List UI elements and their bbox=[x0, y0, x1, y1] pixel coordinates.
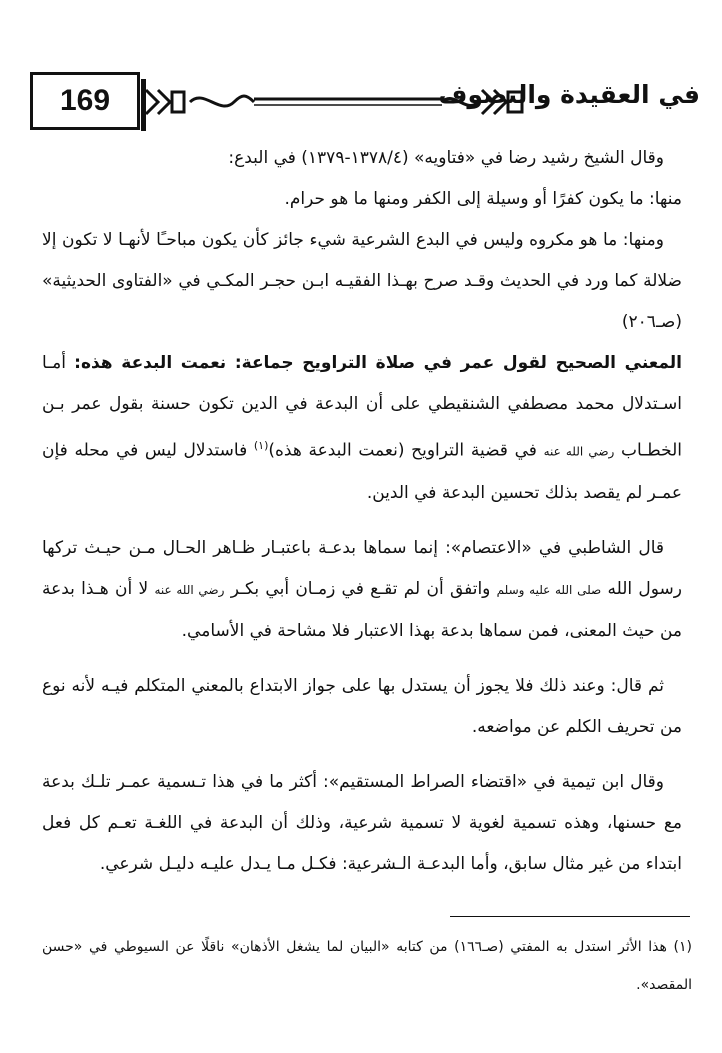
paragraph-kufr: منها: ما يكون كفرًا أو وسيلة إلى الكفر ومنها ما هو حرام. bbox=[284, 189, 682, 209]
paragraph-shatibi bbox=[42, 528, 682, 652]
paragraph-rashid-rida: وقال الشيخ رشيد رضا في «فتاويه» (١٣٧٨/٤-١٣٧٩) في البدع: bbox=[228, 148, 664, 168]
page-header bbox=[30, 72, 700, 134]
section-heading: المعني الصحيح لقول عمر في صلاة التراويح جماعة: نعمت البدعة هذه: bbox=[74, 353, 682, 373]
paragraph-thumma-qal: ثم قال: وعند ذلك فلا يجوز أن يستدل بها على جواز الابتداع بالمعني المتكلم فيـه لأنه نوع من تحريف الكلم عن مواضعه. bbox=[42, 675, 682, 737]
page-number: 169 bbox=[59, 84, 111, 117]
text-span: واتفق أن لم تقـع في زمـان أبي بكـر bbox=[230, 578, 491, 599]
text-span: فاستدلال ليس في محله فإن عمـر لم يقصد بذلك تحسين البدعة في الدين. bbox=[42, 440, 682, 503]
paragraph-umar-meaning bbox=[42, 343, 682, 514]
text-span: في قضية التراويح (نعمت البدعة هذه) bbox=[268, 440, 537, 461]
honorific-glyph: صلى الله عليه وسلم bbox=[496, 582, 602, 597]
main-text bbox=[42, 138, 682, 899]
paragraph-ibn-taymiyya: وقال ابن تيمية في «اقتضاء الصراط المستقيم»: أكثر ما في هذا تـسمية عمـر تلـك بدعة مع حسنها، وهذه تسمية لغوية لا تسمية شرعية، وذلك أن البدعة في اللغـة تعـم كل فعل ابتداء من غير مثال سابق، وأما البدعـة الـشرعية: فكـل مـا يـدل عليـه دليـل شرعي. bbox=[42, 771, 682, 874]
footnote-reference: (١) bbox=[253, 439, 269, 452]
paragraph-makruh: ومنها: ما هو مكروه وليس في البدع الشرعية شيء جائز كأن يكون مباحـًا لأنهـا لا تكون إلا ضلالة كما ورد في الحديث وقـد صرح بهـذا الفقيـه ابـن حجـر المكـي في «الفتاوى الحديثية» (صـ٢٠٦) bbox=[42, 230, 682, 332]
honorific-glyph: رضي الله عنه bbox=[543, 444, 615, 459]
footnote-separator bbox=[450, 916, 690, 917]
text-span: قال الشاطبي في «الاعتصام»: إنما سماها بدعـة باعتبـار ظـاهر الحـال مـن حيـث تركها رسول الله bbox=[42, 537, 682, 599]
footnote: (١) هذا الأثر استدل به المفتي (صـ١٦٦) من كتابه «البيان لما يشغل الأذهان» ناقلًا عن السيوطي في «حسن المقصد». bbox=[42, 939, 692, 993]
text-span: لا أن هـذا بدعة من حيث المعنى، فمن سماها بدعة بهذا الاعتبار فلا مشاحة في الأسامي. bbox=[42, 578, 682, 641]
book-title: في العقيدة والتصوف bbox=[438, 80, 700, 109]
honorific-glyph: رضي الله عنه bbox=[154, 582, 225, 597]
text-span: أمـا اسـتدلال محمد مصطفي الشنقيطي على أن البدعة في الدين تكون حسنة بقول عمر بـن الخطـاب bbox=[42, 353, 682, 461]
page-number-box bbox=[30, 72, 140, 130]
